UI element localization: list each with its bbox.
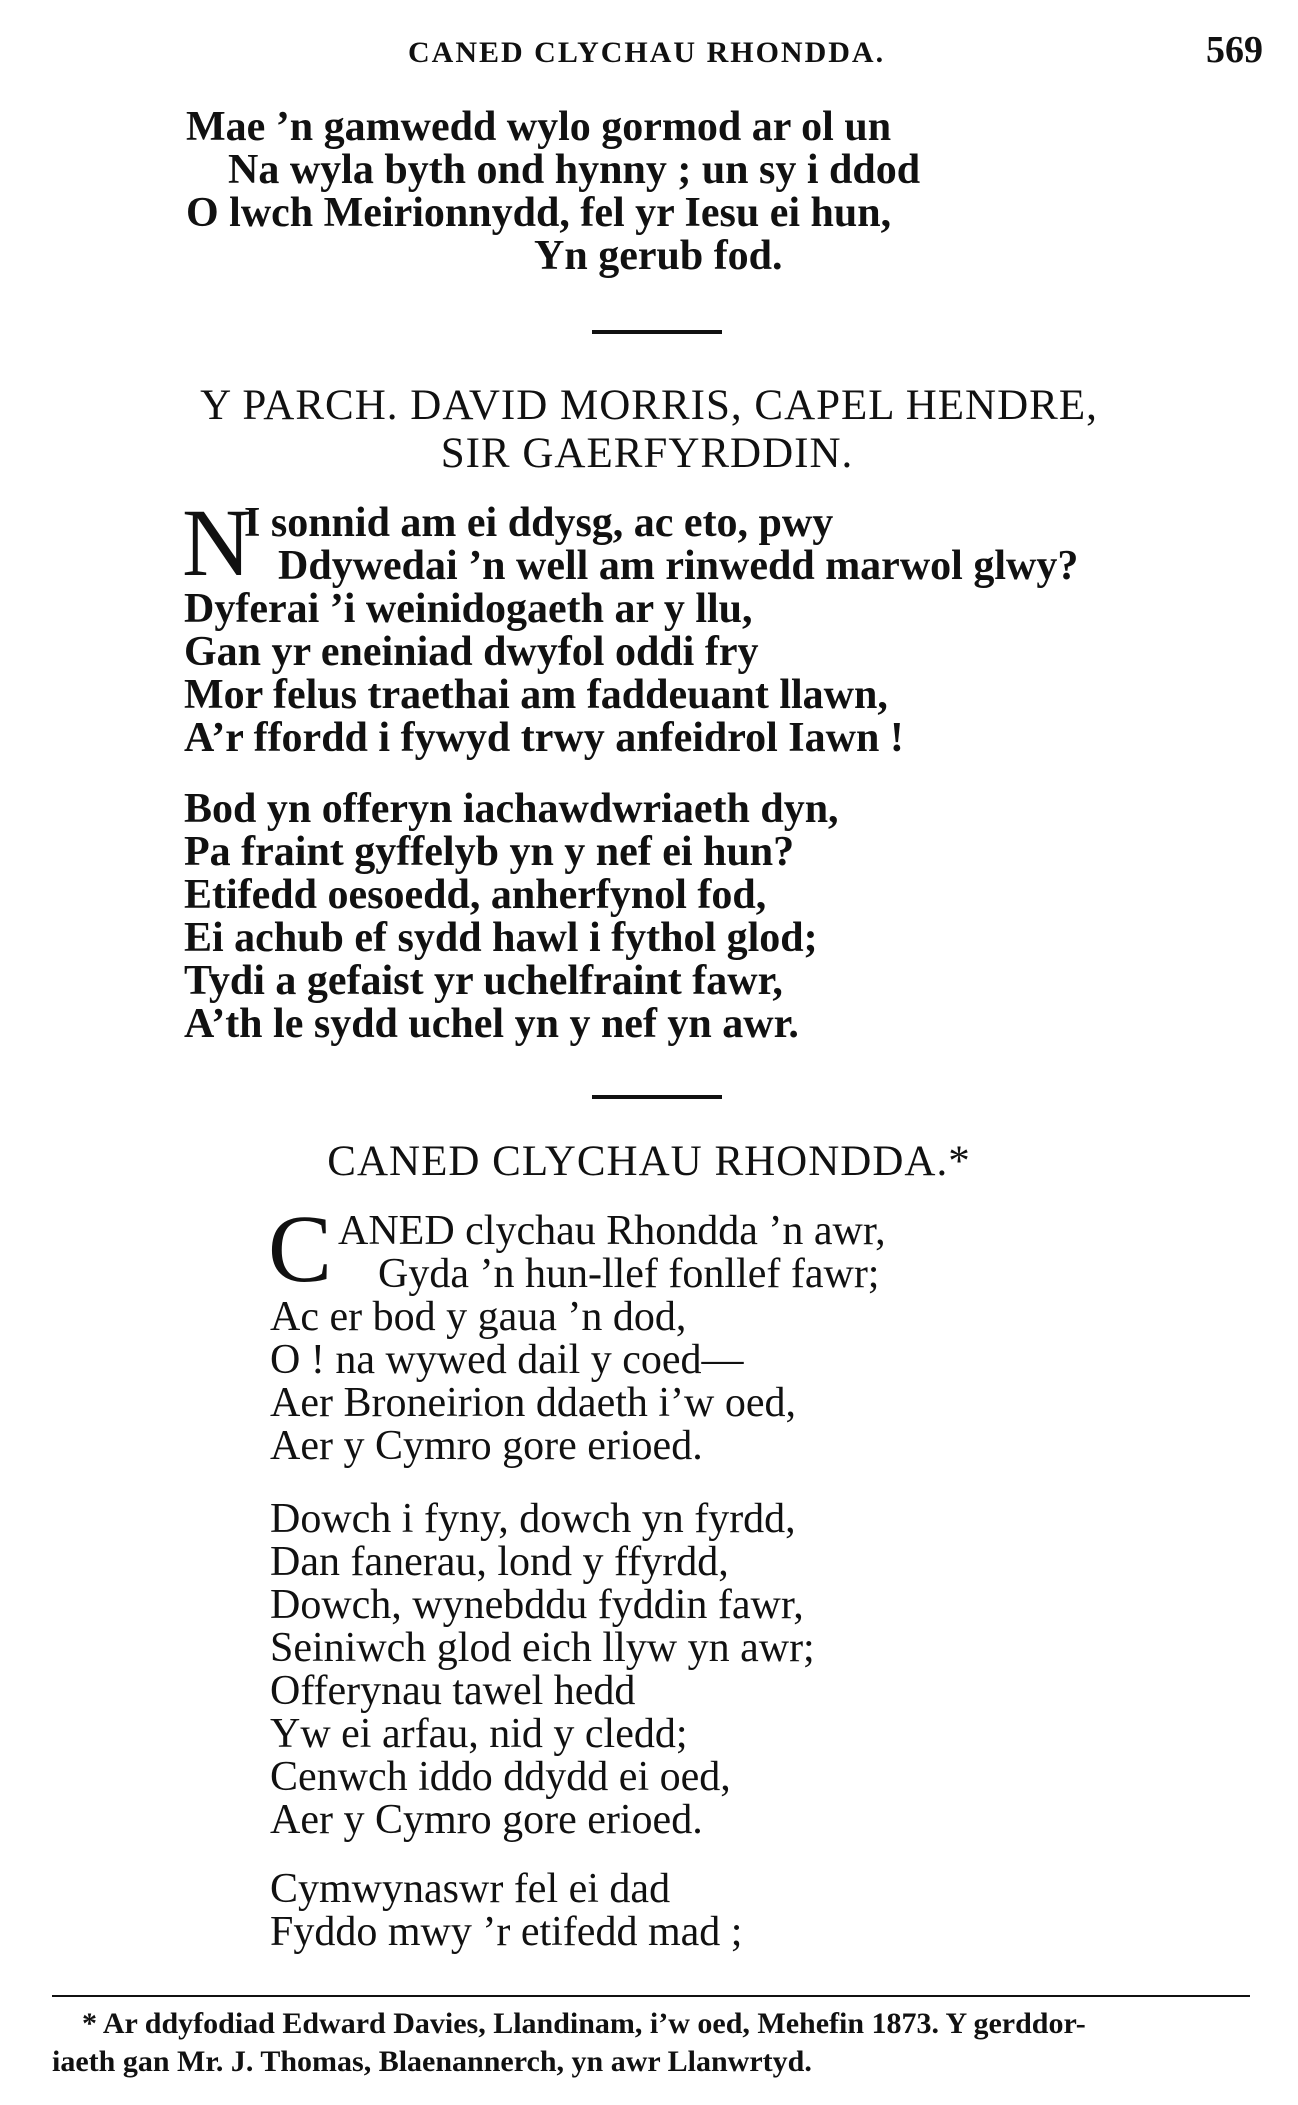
verse-line: Dowch i fyny, dowch yn fyrdd, <box>270 1496 796 1542</box>
verse-line: Na wyla byth ond hynny ; un sy i ddod <box>228 147 921 193</box>
rhondda-stanza-3 <box>270 1868 742 1954</box>
verse-line: Tydi a gefaist yr uchelfraint fawr, <box>184 958 783 1004</box>
footnote-line: iaeth gan Mr. J. Thomas, Blaenannerch, yn awr Llanwrtyd. <box>52 2045 812 2078</box>
verse-line: O ! na wywed dail y coed— <box>270 1337 744 1383</box>
verse-line: Ddywedai ’n well am rinwedd marwol glwy? <box>278 543 1079 589</box>
verse-line: Etifedd oesoedd, anherfynol fod, <box>184 872 767 918</box>
verse-line: Yw ei arfau, nid y cledd; <box>270 1711 688 1757</box>
verse-line: Aer Broneirion ddaeth i’w oed, <box>270 1380 797 1426</box>
verse-line: Gan yr eneiniad dwyfol oddi fry <box>184 629 759 675</box>
verse-line: Bod yn offeryn iachawdwriaeth dyn, <box>184 786 839 832</box>
verse-line: ANED clychau Rhondda ’n awr, <box>338 1208 886 1254</box>
rhondda-stanza-1 <box>268 1195 886 1469</box>
verse-line: I sonnid am ei ddysg, ac eto, pwy <box>244 500 834 546</box>
morris-stanza-1 <box>182 489 1079 761</box>
verse-line: Aer y Cymro gore erioed. <box>270 1423 703 1469</box>
heading-line: CANED CLYCHAU RHONDDA.* <box>327 1138 971 1185</box>
verse-line: Mor felus traethai am faddeuant llawn, <box>184 672 888 718</box>
footnote-line: * Ar ddyfodiad Edward Davies, Llandinam, i’w oed, Mehefin 1873. Y gerddor- <box>82 2007 1086 2040</box>
verse-line: O lwch Meirionnydd, fel yr Iesu ei hun, <box>186 190 892 236</box>
verse-line: Yn gerub fod. <box>534 233 783 279</box>
footnote <box>52 2005 1262 2081</box>
page-header <box>0 28 1298 76</box>
heading-line: SIR GAERFYRDDIN. <box>440 430 854 477</box>
verse-line: Cenwch iddo ddydd ei oed, <box>270 1754 731 1800</box>
section-heading-morris <box>0 382 1298 478</box>
verse-line: Ac er bod y gaua ’n dod, <box>270 1294 687 1340</box>
page-number: 569 <box>1206 29 1263 71</box>
footnote-rule <box>52 1995 1250 1997</box>
verse-line: Dan fanerau, lond y ffyrdd, <box>270 1539 729 1585</box>
verse-line: A’th le sydd uchel yn y nef yn awr. <box>184 1001 799 1047</box>
running-title: CANED CLYCHAU RHONDDA. <box>408 36 886 69</box>
verse-line: Ei achub ef sydd hawl i fythol glod; <box>184 915 818 961</box>
rhondda-stanza-2 <box>270 1498 815 1842</box>
verse-line: Cymwynaswr fel ei dad <box>270 1866 671 1912</box>
verse-line: Pa fraint gyffelyb yn y nef ei hun? <box>184 829 795 875</box>
verse-line: Dyferai ’i weinidogaeth ar y llu, <box>184 586 753 632</box>
section-divider <box>592 1095 722 1099</box>
drop-cap: N <box>182 489 252 596</box>
section-divider <box>592 330 722 334</box>
verse-line: Offerynau tawel hedd <box>270 1668 636 1714</box>
drop-cap: C <box>268 1195 333 1302</box>
verse-line: A’r ffordd i fywyd trwy anfeidrol Iawn ! <box>184 715 904 761</box>
morris-stanza-2 <box>184 788 839 1046</box>
top-stanza <box>186 106 920 278</box>
verse-line: Aer y Cymro gore erioed. <box>270 1797 703 1843</box>
verse-line: Mae ’n gamwedd wylo gormod ar ol un <box>186 104 892 150</box>
heading-line: Y PARCH. DAVID MORRIS, CAPEL HENDRE, <box>200 382 1098 429</box>
verse-line: Fyddo mwy ’r etifedd mad ; <box>270 1909 743 1955</box>
verse-line: Seiniwch glod eich llyw yn awr; <box>270 1625 815 1671</box>
section-heading-rhondda <box>0 1138 1298 1186</box>
verse-line: Gyda ’n hun-llef fonllef fawr; <box>378 1251 880 1297</box>
verse-line: Dowch, wynebddu fyddin fawr, <box>270 1582 804 1628</box>
